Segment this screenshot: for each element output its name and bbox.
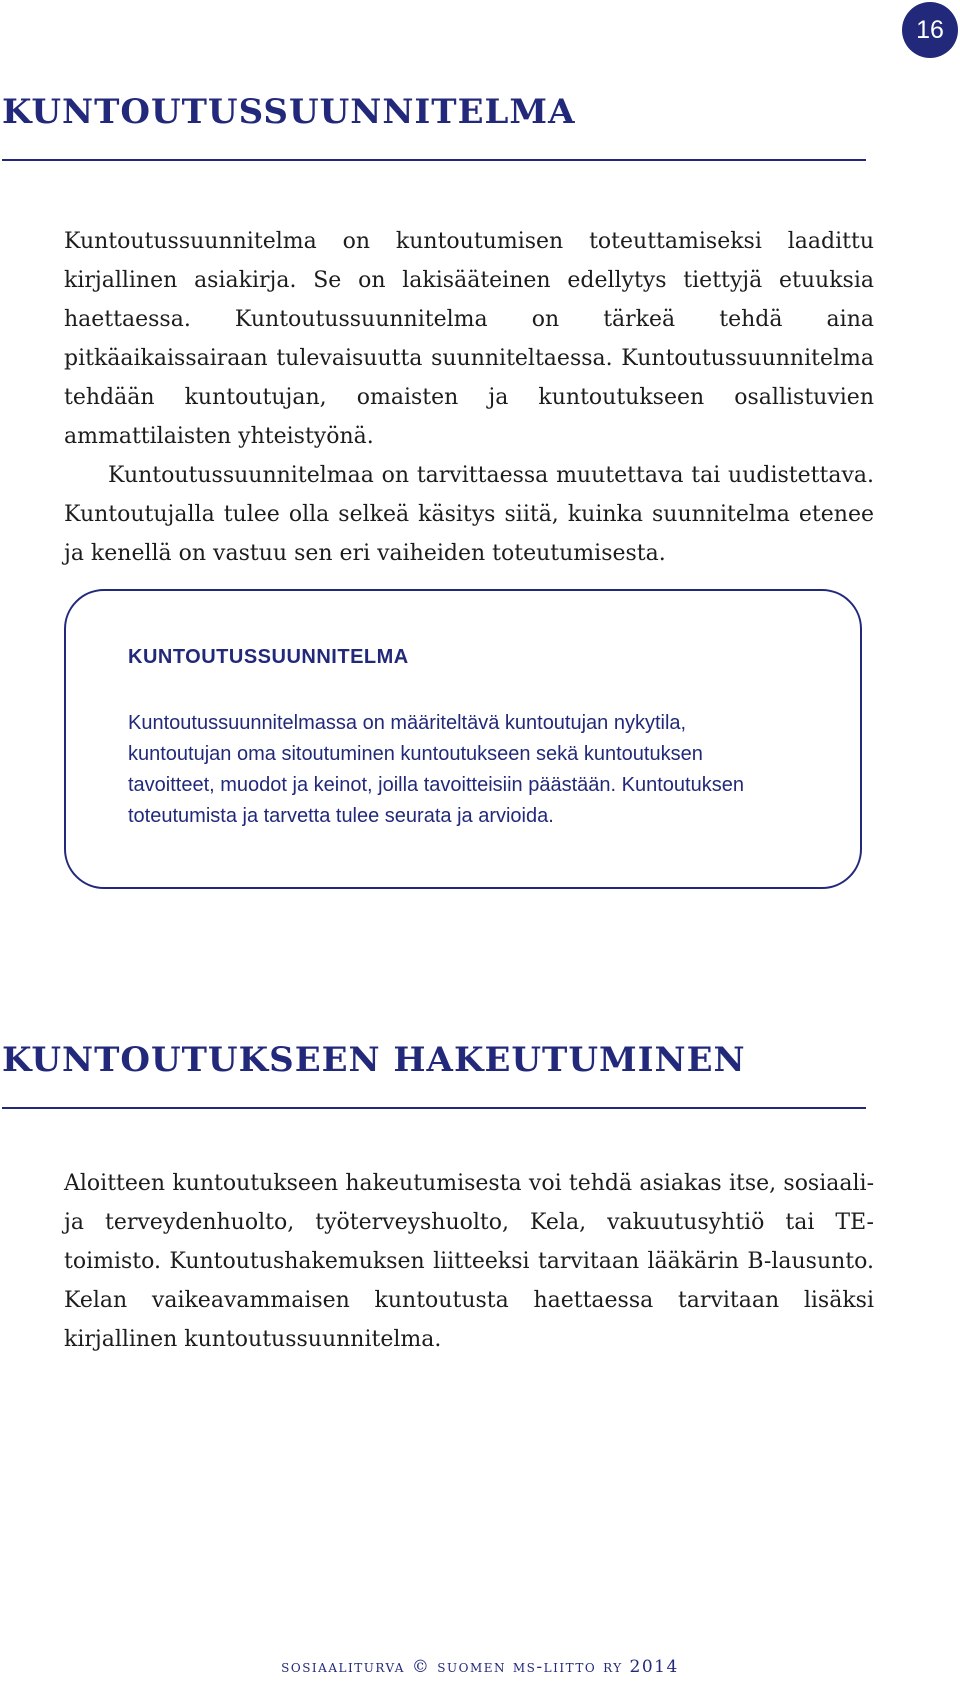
page-footer: sosiaaliturva © suomen ms-liitto ry 2014 bbox=[281, 1657, 679, 1677]
paragraph: Kuntoutussuunnitelmaa on tarvittaessa muutettava tai uudistettava. Kuntoutujalla tulee olla selkeä käsitys siitä, kuinka suunnitelma etenee ja kenellä on vastuu sen eri vaiheiden toteutumisesta. bbox=[64, 463, 874, 566]
page-number-badge: 16 bbox=[902, 2, 958, 58]
info-box-text: Kuntoutussuunnitelmassa on määriteltävä kuntoutujan nykytila, kuntoutujan oma sitoutuminen kuntoutukseen sekä kuntoutuksen tavoitteet, muodot ja keinot, joilla tavoitteisiin päästään. Kuntoutuksen toteutumista ja tarvetta tulee seurata ja arvioida. bbox=[128, 712, 744, 827]
paragraph: Aloitteen kuntoutukseen hakeutumisesta voi tehdä asiakas itse, sosiaali- ja terveydenhuolto, työterveyshuolto, Kela, vakuutusyhtiö tai TE-toimisto. Kuntoutushakemuksen liitteeksi tarvitaan lääkärin B-lausunto. Kelan vaikeavammaisen kuntoutusta haettaessa tarvitaan lisäksi kirjallinen kuntoutussuunnitelma. bbox=[64, 1171, 874, 1352]
section-body-kuntoutussuunnitelma bbox=[64, 222, 874, 573]
section-body-kuntoutukseen-hakeutuminen bbox=[64, 1164, 874, 1359]
heading-underline bbox=[2, 1107, 866, 1109]
section-heading-kuntoutukseen-hakeutuminen: KUNTOUTUKSEEN HAKEUTUMINEN bbox=[2, 1040, 746, 1080]
info-box-title: KUNTOUTUSSUUNNITELMA bbox=[128, 646, 409, 668]
heading-underline bbox=[2, 159, 866, 161]
section-heading-kuntoutussuunnitelma: KUNTOUTUSSUUNNITELMA bbox=[2, 92, 576, 132]
paragraph: Kuntoutussuunnitelma on kuntoutumisen toteuttamiseksi laadittu kirjallinen asiakirja. Se on lakisääteinen edellytys tiettyjä etuuksia haettaessa. Kuntoutussuunnitelma on tärkeä tehdä aina pitkäaikaissairaan tulevaisuutta suunniteltaessa. Kuntoutussuunnitelma tehdään kuntoutujan, omaisten ja kuntoutukseen osallistuvien ammattilaisten yhteistyönä. bbox=[64, 229, 874, 449]
